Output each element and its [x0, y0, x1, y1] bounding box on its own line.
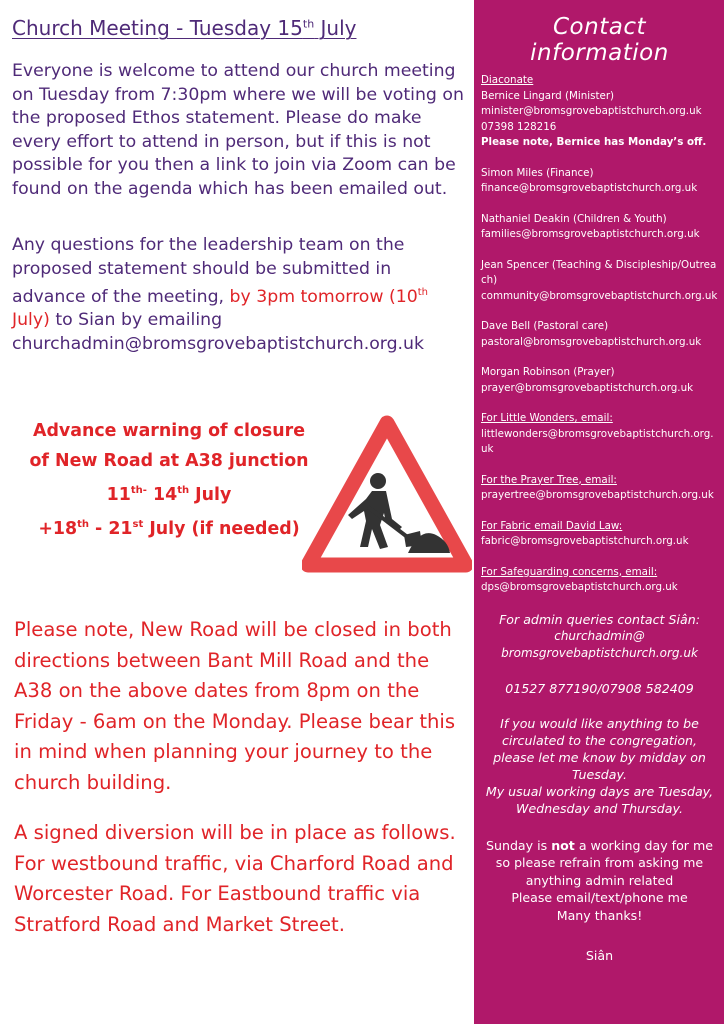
- closure-note: Please note, New Road will be closed in both directions between Bant Mill Road and the A38 on the above dates from 8pm on the Friday - 6am on the Monday. Please bear this in mind when planning your journey to the church building.: [14, 618, 456, 794]
- contact-line: Simon Miles (Finance): [481, 166, 594, 179]
- contact-line: Nathaniel Deakin (Children & Youth): [481, 212, 667, 225]
- diversion-note: A signed diversion will be in place as follows. For westbound traffic, via Charford Road and Worcester Road. For Eastbound traffic via Stratford Road and Market Street.: [14, 821, 456, 936]
- contact-list: [481, 73, 718, 596]
- admin-phone: 01527 877190/07908 582409: [505, 680, 694, 696]
- contact-email-link[interactable]: prayertree@bromsgrovebaptistchurch.org.uk: [481, 489, 714, 501]
- sidebar-title: Contact information: [530, 14, 669, 66]
- road-closure-warning: Advance warning of closure of New Road at A38 junction $11^{th-}$ 14th July +18th - 21st July (if needed): [29, 421, 309, 539]
- contact-heading: Diaconate: [481, 74, 534, 86]
- contact-line: Morgan Robinson (Prayer): [481, 366, 615, 378]
- contact-heading: For the Prayer Tree, email:: [481, 473, 617, 486]
- contact-line: Jean Spencer (Teaching & Discipleship/Outreach): [481, 258, 717, 286]
- contact-entry: [481, 519, 718, 550]
- contact-email-link[interactable]: pastoral@bromsgrovebaptistchurch.org.uk: [481, 335, 702, 348]
- contact-email-link[interactable]: minister@bromsgrovebaptistchurch.org.uk: [481, 105, 702, 117]
- contact-entry: [481, 166, 718, 197]
- contact-entry: [481, 73, 718, 151]
- contact-entry: [481, 411, 718, 458]
- contact-email-link[interactable]: prayer@bromsgrovebaptistchurch.org.uk: [481, 381, 694, 394]
- contact-sidebar: [474, 0, 724, 1024]
- contact-entry: [481, 212, 718, 243]
- contact-email-link[interactable]: finance@bromsgrovebaptistchurch.org.uk: [481, 182, 698, 194]
- contact-email-link[interactable]: families@bromsgrovebaptistchurch.org.uk: [481, 228, 700, 240]
- contact-entry: [481, 565, 718, 596]
- contact-entry: [481, 365, 718, 396]
- roadworks-sign-icon: [302, 415, 472, 575]
- contact-email-link[interactable]: littlewonders@bromsgrovebaptistchurch.org.uk: [481, 427, 714, 455]
- meeting-paragraph: Everyone is welcome to attend our church meeting on Tuesday from 7:30pm where we will be voting on the proposed Ethos statement. Please do make every effort to attend in person, but if this is not possible for you then a link to join via Zoom can be found on the agenda which has been emailed out.: [12, 61, 464, 199]
- contact-email-link[interactable]: dps@bromsgrovebaptistchurch.org.uk: [481, 581, 678, 593]
- contact-line: Bernice Lingard (Minister): [481, 89, 615, 102]
- questions-paragraph: Any questions for the leadership team on the proposed statement should be submitted in advance of the meeting, by 3pm tomorrow (10th July) to Sian by emailing churchadmin@bromsgrovebaptistchurch.org.uk: [12, 235, 429, 354]
- signature: Siân: [585, 948, 614, 963]
- contact-heading: For Little Wonders, email:: [481, 412, 613, 424]
- contact-heading: For Fabric email David Law:: [481, 519, 623, 532]
- contact-entry: [481, 319, 718, 350]
- contact-email-link[interactable]: community@bromsgrovebaptistchurch.org.uk: [481, 289, 718, 302]
- contact-line: Dave Bell (Pastoral care): [481, 320, 609, 332]
- contact-note: Please note, Bernice has Monday’s off.: [481, 136, 707, 148]
- contact-entry: [481, 473, 718, 504]
- contact-entry: [481, 258, 718, 305]
- page-title: Church Meeting - Tuesday 15th July: [12, 16, 357, 40]
- contact-line: 07398 128216: [481, 120, 557, 133]
- admin-block: For admin queries contact Siân: churchadmin@ bromsgrovebaptistchurch.org.uk 01527 877190/07908 582409 If you would like anything to be circulated to the congregation, please let me know by midday on Tuesday. My usual working days are Tuesday, Wednesday and Thursday.: [481, 611, 718, 817]
- contact-email-link[interactable]: fabric@bromsgrovebaptistchurch.org.uk: [481, 535, 689, 547]
- contact-heading: For Safeguarding concerns, email:: [481, 565, 658, 578]
- admin-email[interactable]: churchadmin@ bromsgrovebaptistchurch.org.uk: [501, 628, 698, 660]
- sunday-note: Sunday is not a working day for me so please refrain from asking me anything admin related Please email/text/phone me Many thanks!: [485, 837, 714, 923]
